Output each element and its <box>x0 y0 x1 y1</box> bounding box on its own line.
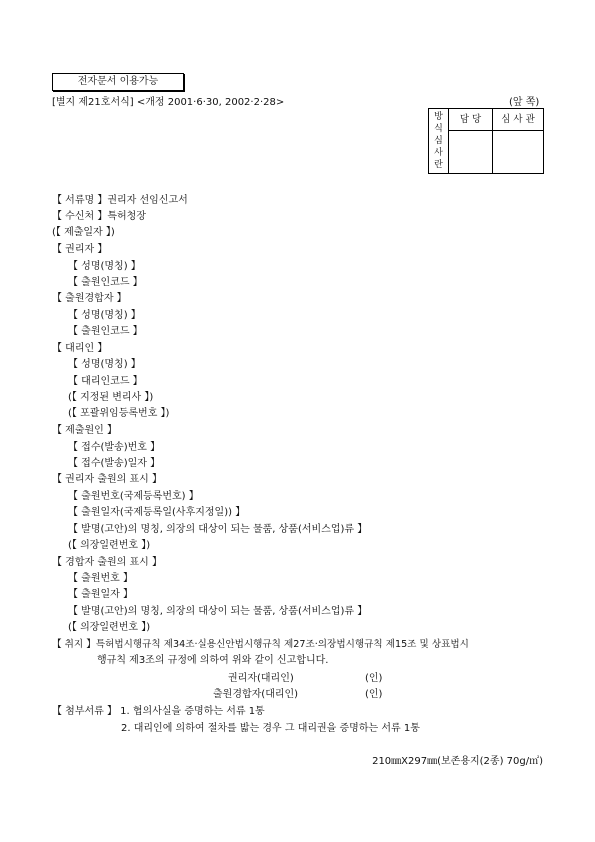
electronic-document-label: 전자문서 이용가능 <box>52 73 184 91</box>
competitor-design-serial-field: (【 의장일련번호 】) <box>68 622 151 633</box>
attachments-item-2: 2. 대리인에 의하여 절차를 밟는 경우 그 대리권을 증명하는 서류 1통 <box>121 723 420 734</box>
agent-code-field: 【 대리인코드 】 <box>68 376 143 387</box>
signature-competitor-label: 출원경합자(대리인) <box>213 689 299 700</box>
competitor-invention-title-field: 【 발명(고안)의 명칭, 의장의 대상이 되는 물품, 상품(서비스업)류 】 <box>68 606 368 617</box>
approval-side-label: 방 식 심 사 란 <box>429 109 449 173</box>
general-power-registration-field: (【 포괄위임등록번호 】) <box>68 408 170 419</box>
purpose-statement-continued: 행규칙 제3조의 규정에 의하여 위와 같이 신고합니다. <box>97 655 329 666</box>
page-side-note: (앞 쪽) <box>509 97 540 108</box>
competing-applicant-code-field: 【 출원인코드 】 <box>68 326 143 337</box>
competing-applicant-section: 【 출원경합자 】 <box>52 293 127 304</box>
approval-table <box>428 108 544 174</box>
competitor-application-date-field: 【 출원일자 】 <box>68 589 133 600</box>
recipient-field: 【 수신처 】특허청장 <box>52 211 146 222</box>
submission-date-field: (【 제출일자 】) <box>52 227 115 238</box>
designated-attorney-field: (【 지정된 변리사 】) <box>68 392 154 403</box>
approval-cell-examiner <box>493 131 543 173</box>
receipt-date-field: 【 접수(발송)일자 】 <box>68 458 161 469</box>
right-holder-application-section: 【 권리자 출원의 표시 】 <box>52 474 162 485</box>
design-serial-field: (【 의장일련번호 】) <box>68 540 151 551</box>
application-date-field: 【 출원일자(국제등록일(사후지정일)) 】 <box>68 507 246 518</box>
purpose-statement: 【 취지 】특허법시행규칙 제34조·실용신안법시행규칙 제27조·의장법시행규칙 제15조 및 상표법시 <box>52 639 469 650</box>
approval-header-staff: 담 당 <box>449 109 493 131</box>
right-holder-code-field: 【 출원인코드 】 <box>68 277 143 288</box>
competing-applicant-name-field: 【 성명(명칭) 】 <box>68 310 141 321</box>
attachments-item-1: 【 첨부서류 】 1. 협의사실을 증명하는 서류 1통 <box>52 706 265 717</box>
competitor-application-section: 【 경합자 출원의 표시 】 <box>52 557 162 568</box>
receipt-number-field: 【 접수(발송)번호 】 <box>68 442 161 453</box>
approval-cell-staff <box>449 131 493 173</box>
agent-section: 【 대리인 】 <box>52 343 108 354</box>
agent-name-field: 【 성명(명칭) 】 <box>68 359 141 370</box>
form-number: [별지 제21호서식] <개정 2001·6·30, 2002·2·28> <box>52 97 285 108</box>
signature-right-holder-seal: (인) <box>365 673 383 684</box>
right-holder-name-field: 【 성명(명칭) 】 <box>68 261 141 272</box>
document-name-field: 【 서류명 】권리자 선임신고서 <box>52 195 188 206</box>
submission-cause-section: 【 제출원인 】 <box>52 425 117 436</box>
invention-title-field: 【 발명(고안)의 명칭, 의장의 대상이 되는 물품, 상품(서비스업)류 】 <box>68 524 368 535</box>
paper-specification: 210㎜X297㎜(보존용지(2종) 70g/㎡) <box>372 756 543 767</box>
signature-competitor-seal: (인) <box>365 689 383 700</box>
right-holder-section: 【 권리자 】 <box>52 244 108 255</box>
signature-right-holder-label: 권리자(대리인) <box>228 673 294 684</box>
application-number-field: 【 출원번호(국제등록번호) 】 <box>68 491 199 502</box>
competitor-application-number-field: 【 출원번호 】 <box>68 573 133 584</box>
approval-header-examiner: 심 사 관 <box>493 109 543 131</box>
